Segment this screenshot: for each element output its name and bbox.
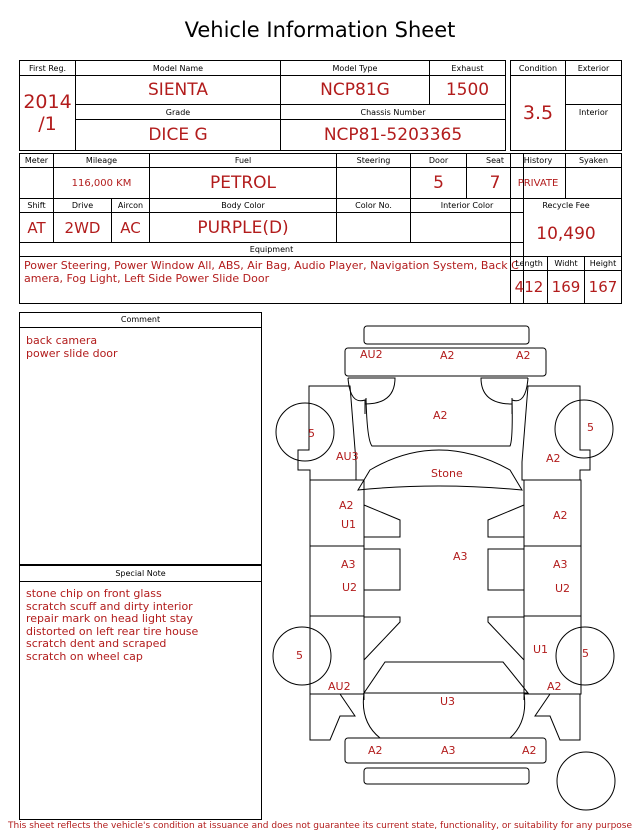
seat-label: Seat <box>467 154 524 168</box>
syaken-label: Syaken <box>566 154 622 168</box>
label-left-rear-quarter: AU2 <box>328 680 351 693</box>
door-value: 5 <box>411 168 467 199</box>
label-tire-rr: 5 <box>582 647 589 660</box>
label-tire-fr: 5 <box>587 421 594 434</box>
special-note-line: distorted on left rear tire house <box>26 624 199 638</box>
first-reg-year: 2014 <box>23 91 72 113</box>
special-note-line: stone chip on front glass <box>26 587 162 600</box>
rear-bumper-bottom <box>364 768 529 784</box>
first-reg-label: First Reg. <box>20 61 76 76</box>
left-front-fender <box>298 386 356 480</box>
interior-color-label: Interior Color <box>411 199 524 213</box>
height-label: Height <box>585 257 622 271</box>
recycle-fee-value: 10,490 <box>511 213 622 257</box>
spare-tire <box>557 752 615 810</box>
comment-line: back camera <box>26 334 98 347</box>
right-door-rear <box>524 546 581 616</box>
left-front-window <box>364 505 400 537</box>
label-front-right: A2 <box>516 349 531 362</box>
chassis-value: NCP81-5203365 <box>281 120 506 151</box>
recycle-fee-label: Recycle Fee <box>511 199 622 213</box>
label-left-rear-door-u: U2 <box>342 581 358 594</box>
color-no-label: Color No. <box>337 199 411 213</box>
fuel-value: PETROL <box>150 168 337 199</box>
model-name-label: Model Name <box>76 61 281 76</box>
label-right-rear-fender: A2 <box>547 680 562 693</box>
drive-value: 2WD <box>54 213 112 243</box>
page-title: Vehicle Information Sheet <box>184 18 456 42</box>
width-label: Widht <box>548 257 585 271</box>
exhaust-value: 1500 <box>430 76 506 105</box>
condition-label: Condition <box>511 61 566 76</box>
interior-label: Interior <box>566 105 622 120</box>
meter-label: Meter <box>20 154 54 168</box>
length-value: 412 <box>511 271 548 304</box>
label-left-front-door-u: U1 <box>341 518 357 531</box>
right-rear-window <box>488 549 524 590</box>
label-rear-right: A2 <box>522 744 537 757</box>
shift-label: Shift <box>20 199 54 213</box>
history-value: PRIVATE <box>511 168 566 199</box>
aircon-label: Aircon <box>112 199 150 213</box>
label-left-front-door-a: A2 <box>339 499 354 512</box>
label-right-front-door: A2 <box>553 509 568 522</box>
special-note-line: scratch on wheel cap <box>26 649 143 663</box>
model-type-value: NCP81G <box>281 76 430 105</box>
label-right-rear-door-u: U2 <box>555 582 571 595</box>
drive-label: Drive <box>54 199 112 213</box>
left-door-front <box>310 480 364 546</box>
label-tailgate: U3 <box>440 695 456 708</box>
steering-label: Steering <box>337 154 411 168</box>
mileage-value: 116,000 KM <box>54 168 150 199</box>
roof <box>364 490 524 700</box>
special-note-line: scratch dent and scraped <box>26 637 167 650</box>
label-left-rear-door-a: A3 <box>341 558 356 571</box>
label-left-fender: AU3 <box>336 450 359 463</box>
height-value: 167 <box>585 271 622 304</box>
special-note-label: Special Note <box>20 566 261 582</box>
shift-value: AT <box>20 213 54 243</box>
label-hood: A2 <box>433 409 448 422</box>
label-rear-mid: A3 <box>441 744 456 757</box>
front-bumper-top <box>364 326 529 344</box>
tire-front-right <box>555 400 613 458</box>
special-note-line: repair mark on head light stay <box>26 612 194 625</box>
left-quarter-window <box>364 617 400 660</box>
length-label: Length <box>511 257 548 271</box>
mileage-label: Mileage <box>54 154 150 168</box>
headlight-right <box>481 378 528 404</box>
exhaust-label: Exhaust <box>430 61 506 76</box>
fuel-label: Fuel <box>150 154 337 168</box>
hood <box>366 398 512 446</box>
chassis-label: Chassis Number <box>281 105 506 120</box>
width-value: 169 <box>548 271 585 304</box>
label-front-mid: A2 <box>440 349 455 362</box>
first-reg-month: /1 <box>38 113 57 135</box>
right-rear-lamp <box>535 694 580 740</box>
label-right-rear-door-a: A3 <box>553 558 568 571</box>
left-rear-window <box>364 549 400 590</box>
exterior-label: Exterior <box>566 61 622 76</box>
right-quarter-window <box>488 617 524 660</box>
headlight-left <box>348 378 395 404</box>
condition-value: 3.5 <box>511 76 566 151</box>
footer-disclaimer: This sheet reflects the vehicle's condition at issuance and does not guarantee its current state, functionality, or suitability for any purpose <box>7 821 633 831</box>
comment-line: power slide door <box>26 346 118 360</box>
label-windshield: Stone <box>431 467 463 480</box>
special-note-line: scratch scuff and dirty interior <box>26 599 193 613</box>
body-color-label: Body Color <box>150 199 337 213</box>
model-type-label: Model Type <box>281 61 430 76</box>
aircon-value: AC <box>112 213 150 243</box>
label-rear-left: A2 <box>368 744 383 757</box>
grade-label: Grade <box>76 105 281 120</box>
equipment-value: Power Steering, Power Window All, ABS, Air Bag, Audio Player, Navigation System, Back Camera, Fog Light, Left Side Power Slide Door <box>20 257 524 304</box>
history-label: History <box>511 154 566 168</box>
comment-label: Comment <box>20 313 261 328</box>
label-tire-rl: 5 <box>296 649 303 662</box>
body-color-value: PURPLE(D) <box>150 213 337 243</box>
tire-front-left <box>276 403 334 461</box>
label-tire-fl: 5 <box>308 427 315 440</box>
grade-value: DICE G <box>76 120 281 151</box>
label-front-left: AU2 <box>360 348 383 361</box>
right-front-window <box>488 505 524 537</box>
label-right-fender: A2 <box>546 452 561 465</box>
equipment-label: Equipment <box>20 243 524 257</box>
seat-value: 7 <box>467 168 524 199</box>
left-rear-lamp <box>310 694 355 740</box>
label-roof: A3 <box>453 550 468 563</box>
door-label: Door <box>411 154 467 168</box>
rear-window <box>364 662 528 693</box>
label-right-rear-quarter: U1 <box>533 643 549 656</box>
model-name-value: SIENTA <box>76 76 281 105</box>
